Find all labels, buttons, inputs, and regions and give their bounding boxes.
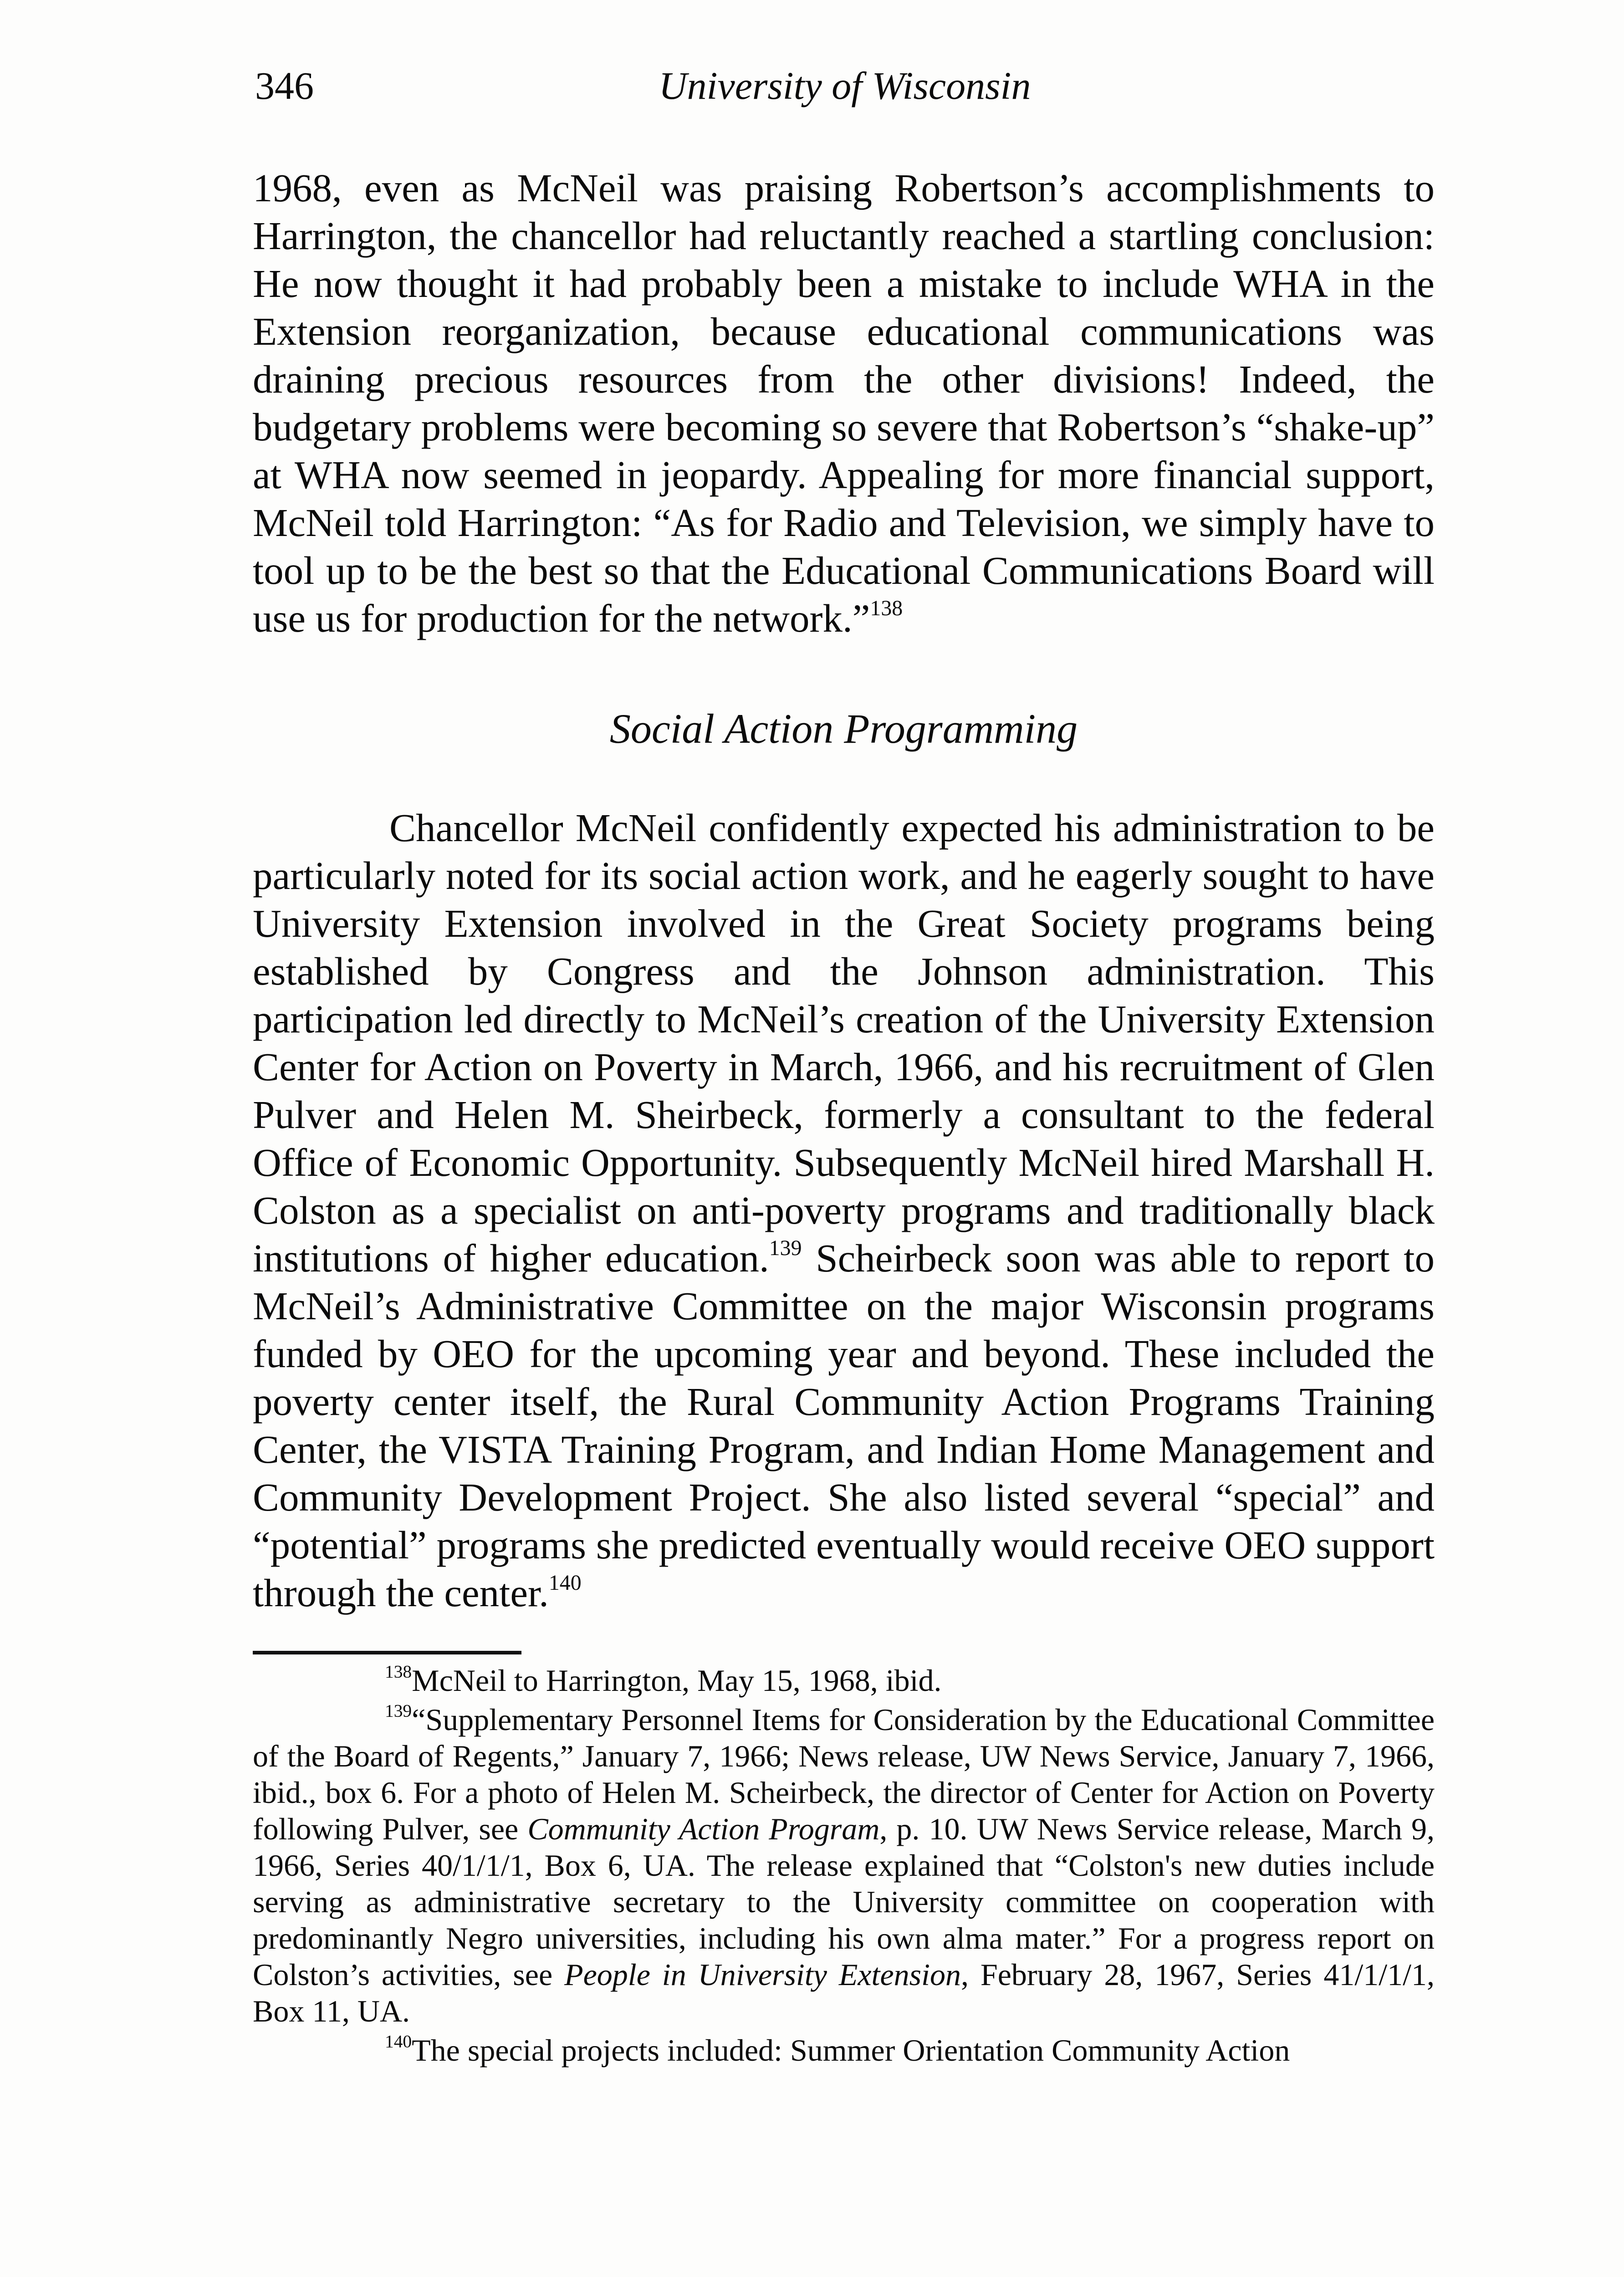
page-header bbox=[255, 58, 1435, 113]
page-number: 346 bbox=[255, 64, 314, 107]
footnote-text: , February 28, 1967, Series 41/1/1/1, Box 11, UA. bbox=[253, 1957, 1435, 2028]
footnote-italic-title: Community Action Program bbox=[527, 1812, 880, 1846]
footnotes bbox=[253, 1662, 1435, 2071]
paragraph-1 bbox=[253, 164, 1435, 642]
footnote-italic-title: People in University Extension bbox=[564, 1957, 961, 1992]
footnote-divider bbox=[253, 1651, 521, 1654]
paragraph-2-part-2: Scheirbeck soon was able to report to McNeil’s Administrative Committee on the major Wisconsin programs funded by OEO for the upcoming year and beyond. These included the poverty center itself, the Rural Community Action Programs Training Center, the VISTA Training Program, and Indian Home Management and Community Development Project. She also listed several “special” and “potential” programs she predicted eventually would receive OEO support through the center. bbox=[253, 1236, 1435, 1615]
section-heading: Social Action Programming bbox=[609, 705, 1078, 752]
footnote-number: 139 bbox=[385, 1700, 412, 1721]
footnote-ref-139: 139 bbox=[769, 1236, 802, 1261]
footnote-140 bbox=[253, 2032, 1435, 2068]
footnote-ref-140: 140 bbox=[548, 1571, 582, 1595]
footnote-ref-138: 138 bbox=[870, 596, 903, 621]
footnote-text: McNeil to Harrington, May 15, 1968, ibid. bbox=[412, 1663, 942, 1698]
footnote-text: The special projects included: Summer Orientation Community Action bbox=[412, 2033, 1290, 2068]
paragraph-2-part-1: Chancellor McNeil confidently expected his administration to be particularly noted for its social action work, and he eagerly sought to have University Extension involved in the Great Society programs being established by Congress and the Johnson administration. This participation led directly to McNeil’s creation of the University Extension Center for Action on Poverty in March, 1966, and his recruitment of Glen Pulver and Helen M. Sheirbeck, formerly a consultant to the federal Office of Economic Opportunity. Subsequently McNeil hired Marshall H. Colston as a specialist on anti-poverty programs and traditionally black institutions of higher education. bbox=[253, 806, 1435, 1280]
running-title: University of Wisconsin bbox=[659, 64, 1031, 107]
footnote-text: , p. 10. UW News Service release, March 9, 1966, Series 40/1/1/1, Box 6, UA. The release explained that “Colston's new duties include serving as administrative secretary to the University committee on cooperation with predominantly Negro universities, including his own alma mater.” For a progress report on Colston’s activities, see bbox=[253, 1812, 1435, 1992]
footnote-number: 140 bbox=[385, 2031, 412, 2052]
paragraph-1-text: 1968, even as McNeil was praising Robertson’s accomplishments to Harrington, the chancellor had reluctantly reached a startling conclusion: He now thought it had probably been a mistake to include WHA in the Extension reorganization, because educational communications was draining precious resources from the other divisions! Indeed, the budgetary problems were becoming so severe that Robertson’s “shake-up” at WHA now seemed in jeopardy. Appealing for more financial support, McNeil told Harrington: “As for Radio and Television, we simply have to tool up to be the best so that the Educational Communications Board will use us for production for the network.” bbox=[253, 166, 1435, 640]
footnote-text: “Supplementary Personnel Items for Consideration by the Educational Committee of the Board of Regents,” January 7, 1966; News release, UW News Service, January 7, 1966, ibid., box 6. For a photo of Helen M. Scheirbeck, the director of Center for Action on Poverty following Pulver, see bbox=[253, 1702, 1435, 1846]
footnote-number: 138 bbox=[385, 1661, 412, 1682]
footnote-138 bbox=[253, 1662, 1435, 1699]
footnote-139 bbox=[253, 1701, 1435, 2029]
paragraph-2 bbox=[253, 804, 1435, 1617]
